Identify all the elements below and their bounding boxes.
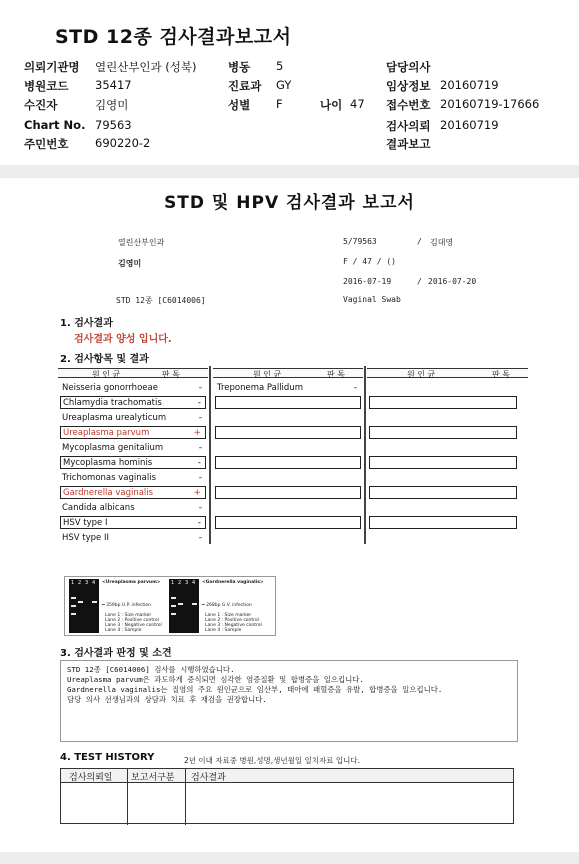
field-label: 수진자 [24, 98, 58, 112]
lane-number: 2 [78, 580, 82, 586]
pathogen-row [60, 396, 206, 409]
pathogen-row [60, 441, 206, 454]
pathogen-row [60, 471, 206, 484]
judgement-mark: - [353, 382, 357, 393]
patient-name: 김영미 [118, 259, 142, 268]
gel-label: <Gardnerella vaginalis> [202, 580, 264, 585]
lane-legend: Lane 2 : Positive control [205, 618, 259, 623]
column-header [58, 368, 208, 378]
opinion-line: 담당 의사 선생님과의 상담과 치료 후 재검을 권장합니다. [67, 695, 267, 704]
judgement-mark: - [198, 412, 202, 423]
header-row [0, 118, 579, 134]
lane-number: 3 [185, 580, 189, 586]
page-title: STD 12종 검사결과보고서 [55, 26, 292, 48]
header-row [0, 59, 579, 75]
pathogen-row [60, 531, 206, 544]
scanned-report [0, 178, 579, 852]
field-value: 김영미 [95, 98, 129, 112]
field-value: 20160719 [440, 118, 499, 132]
pathogen-name: Trichomonas vaginalis [62, 472, 157, 483]
header-judgement: 판 독 [492, 370, 510, 379]
empty-result-box [369, 516, 517, 529]
history-header [61, 769, 513, 783]
gel-panel-b [169, 579, 199, 633]
field-value: GY [276, 78, 292, 92]
judgement-mark: - [198, 502, 202, 513]
lane-number: 1 [71, 580, 75, 586]
gel-band [71, 597, 76, 599]
pathogen-name: Neisseria gonorrhoeae [62, 382, 158, 393]
pathogen-row [215, 381, 361, 394]
history-divider [185, 769, 186, 825]
opinion-line: STD 12종 [C6014006] 검사를 시행하였습니다. [67, 665, 235, 674]
gel-band [171, 613, 176, 615]
sex-age: F / 47 / () [343, 257, 396, 266]
lane-number: 4 [92, 580, 96, 586]
column-divider [364, 366, 366, 544]
pathogen-name: HSV type I [63, 517, 108, 528]
pathogen-row [60, 426, 206, 439]
section-heading: 1. 검사결과 [60, 318, 113, 329]
lane-legend: Lane 3 : Negative control [105, 623, 162, 628]
gel-label: <Ureaplasma parvum> [102, 580, 161, 585]
lane-number: 4 [192, 580, 196, 586]
section-heading: 2. 검사항목 및 결과 [60, 354, 149, 365]
pathogen-row [60, 501, 206, 514]
field-value: 20160719-17666 [440, 97, 540, 111]
empty-result-box [215, 486, 361, 499]
field-value: 79563 [95, 118, 132, 132]
pathogen-name: Mycoplasma hominis [63, 457, 153, 468]
empty-result-box [369, 396, 517, 409]
gel-electrophoresis-image [64, 576, 276, 636]
judgement-mark: + [193, 487, 201, 498]
field-label: 나이 [320, 98, 343, 112]
chart-number: 5/79563 [343, 237, 377, 246]
history-divider [127, 769, 128, 825]
gel-band [192, 603, 197, 605]
field-value: F [276, 97, 283, 111]
test-code: STD 12종 [C6014006] [116, 296, 206, 305]
field-value: 47 [350, 97, 365, 111]
judgement-mark: - [197, 457, 201, 468]
field-label: 주민번호 [24, 137, 69, 151]
judgement-mark: - [197, 397, 201, 408]
lane-legend: Lane 4 : Sample [105, 628, 142, 633]
column-header [213, 368, 363, 378]
pathogen-row [60, 486, 206, 499]
judgement-mark: - [198, 532, 202, 543]
gel-band [71, 605, 76, 607]
judgement-mark: - [198, 442, 202, 453]
pathogen-name: Ureaplasma parvum [63, 427, 150, 438]
column-divider [209, 366, 211, 544]
history-col-type: 보고서구분 [131, 773, 175, 783]
gel-band [71, 613, 76, 615]
field-value: 35417 [95, 78, 132, 92]
header-judgement: 판 독 [327, 370, 345, 379]
field-label: 임상정보 [386, 79, 431, 93]
field-value: 20160719 [440, 78, 499, 92]
empty-result-box [369, 426, 517, 439]
lane-legend: Lane 3 : Negative control [205, 623, 262, 628]
field-label: Chart No. [24, 118, 86, 132]
lane-legend: Lane 1 : Size marker [105, 613, 152, 618]
header-pathogen: 원 인 균 [407, 370, 436, 379]
field-value: 열린산부인과 (성북) [95, 60, 197, 74]
header-pathogen: 원 인 균 [253, 370, 282, 379]
field-label: 접수번호 [386, 98, 431, 112]
history-col-result: 검사결과 [191, 773, 226, 783]
judgement-mark: - [197, 517, 201, 528]
report-title: STD 및 HPV 검사결과 보고서 [164, 193, 415, 213]
gel-size: ━ 359bp U.P. infection [102, 603, 152, 608]
gel-band [171, 597, 176, 599]
field-label: 담당의사 [386, 60, 431, 74]
report-header [0, 0, 579, 165]
empty-result-box [215, 396, 361, 409]
gel-band [178, 603, 183, 605]
pathogen-row [60, 516, 206, 529]
judgement-mark: - [198, 382, 202, 393]
pathogen-name: Gardnerella vaginalis [63, 487, 154, 498]
result-summary: 검사결과 양성 입니다. [74, 334, 172, 345]
clinic-name: 열린산부인과 [118, 238, 165, 247]
field-label: 결과보고 [386, 137, 431, 151]
field-label: 병동 [228, 60, 251, 74]
field-label: 진료과 [228, 79, 262, 93]
field-label: 검사의뢰 [386, 119, 431, 133]
lane-number: 2 [178, 580, 182, 586]
separator-band [0, 165, 579, 178]
field-label: 병원코드 [24, 79, 69, 93]
lane-number: 3 [85, 580, 89, 586]
judgement-mark: - [198, 472, 202, 483]
pathogen-row [60, 381, 206, 394]
gel-size: ━ 268bp G.V. infection [202, 603, 252, 608]
section-heading: 4. TEST HISTORY [60, 752, 155, 763]
lane-number: 1 [171, 580, 175, 586]
pathogen-name: Mycoplasma genitalium [62, 442, 164, 453]
lane-legend: Lane 2 : Positive control [105, 618, 159, 623]
gel-band [78, 601, 83, 603]
empty-result-box [215, 426, 361, 439]
header-judgement: 판 독 [162, 370, 180, 379]
pathogen-name: HSV type II [62, 532, 110, 543]
header-row [0, 97, 579, 113]
field-value: 690220-2 [95, 136, 151, 150]
history-note: 2년 이내 자료중 병원,성명,생년월일 일치자료 입니다. [184, 756, 360, 765]
column-header [367, 368, 528, 378]
pathogen-row [60, 411, 206, 424]
judgement-mark: + [193, 427, 201, 438]
opinion-box [60, 660, 518, 742]
field-label: 성별 [228, 98, 251, 112]
date-reported: 2016-07-20 [428, 277, 477, 286]
gel-band [92, 601, 97, 603]
specimen: Vaginal Swab [343, 295, 401, 304]
history-table [60, 768, 514, 824]
history-col-date: 검사의뢰일 [69, 773, 113, 783]
empty-result-box [369, 456, 517, 469]
results-table [58, 366, 528, 544]
doctor-name: 김대영 [430, 238, 454, 247]
results-column [58, 366, 208, 544]
empty-result-box [369, 486, 517, 499]
lane-legend: Lane 1 : Size marker [205, 613, 252, 618]
results-column [213, 366, 363, 544]
header-row [0, 136, 579, 152]
opinion-line: Gardnerella vaginalis는 질염의 주요 원인균으로 임산부, 태아에 패혈증을 유발, 합병증을 일으킵니다. [67, 685, 443, 694]
date-received: 2016-07-19 [343, 277, 392, 286]
field-label: 의뢰기관명 [24, 60, 80, 74]
separator: / [417, 277, 422, 286]
empty-result-box [215, 516, 361, 529]
header-pathogen: 원 인 균 [92, 370, 121, 379]
separator: / [417, 237, 422, 246]
section-heading: 3. 검사결과 판정 및 소견 [60, 648, 172, 659]
empty-result-box [215, 456, 361, 469]
pathogen-name: Ureaplasma urealyticum [62, 412, 167, 423]
results-column [367, 366, 528, 544]
lane-legend: Lane 4 : Sample [205, 628, 242, 633]
header-row [0, 78, 579, 94]
pathogen-name: Candida albicans [62, 502, 135, 513]
gel-band [171, 605, 176, 607]
field-value: 5 [276, 59, 284, 73]
separator-band [0, 852, 579, 864]
opinion-line: Ureaplasma parvum은 과도하게 증식되면 심각한 염증질환 및 합병증을 일으킵니다. [67, 675, 364, 684]
pathogen-name: Treponema Pallidum [217, 382, 303, 393]
gel-panel-a [69, 579, 99, 633]
pathogen-row [60, 456, 206, 469]
pathogen-name: Chlamydia trachomatis [63, 397, 162, 408]
